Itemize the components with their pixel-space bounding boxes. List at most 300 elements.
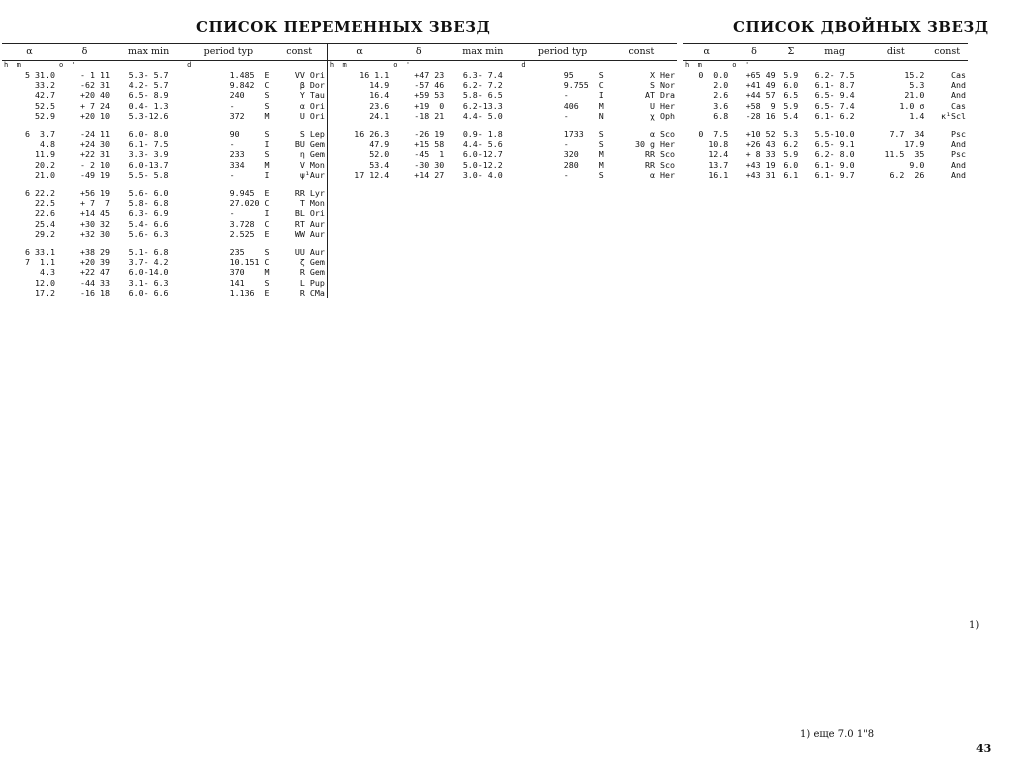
page-number: 43 xyxy=(976,742,992,755)
double-table-body xyxy=(683,70,968,180)
cell-constellation: α Her xyxy=(650,169,675,180)
cell-ra: 33.2 xyxy=(35,80,55,91)
cell-dec: -44 33 xyxy=(80,277,110,288)
cell-ra: 10.8 xyxy=(708,139,729,150)
cell-ra: 5 31.0 xyxy=(25,70,55,80)
cell-dec: +59 53 xyxy=(414,90,445,101)
cell-constellation: And xyxy=(951,90,966,101)
cell-dec: -18 21 xyxy=(414,110,445,121)
cell-period-type: 320 M xyxy=(563,149,604,160)
cell-ra: 2.6 xyxy=(713,90,729,101)
cell-period-type: 1733 S xyxy=(563,129,604,140)
cell-magnitude: 3.0- 4.0 xyxy=(462,169,503,180)
cell-constellation xyxy=(272,121,328,129)
unit-mag xyxy=(804,61,865,71)
cell-sigma: 6.2 xyxy=(783,139,799,150)
cell-magnitude: 6.3- 7.4 xyxy=(462,70,503,80)
cell-magnitude: 6.5- 8.9 xyxy=(128,90,169,101)
cell-magnitude: 6.0-12.7 xyxy=(462,149,503,160)
cell-dec xyxy=(57,121,112,129)
cell-period-type: 1.136 E xyxy=(229,287,270,298)
cell-ra: 22.6 xyxy=(35,208,55,219)
cell-ra: 23.6 xyxy=(327,101,391,111)
cell-constellation: X Her xyxy=(650,70,675,80)
cell-constellation: α Sco xyxy=(650,129,675,140)
cell-constellation: RR Sco xyxy=(645,149,675,160)
cell-dist: 6.2 26 xyxy=(889,169,925,180)
cell-sigma xyxy=(778,121,804,129)
cell-constellation: And xyxy=(951,169,966,180)
cell-period-type: 3.728 C xyxy=(229,218,270,229)
cell-constellation: U Her xyxy=(650,100,675,111)
cell-constellation: S Lep xyxy=(299,129,325,140)
cell-mag: 5.5-10.0 xyxy=(814,129,855,140)
cell-dec: -26 19 xyxy=(414,129,445,140)
cell-ra: 6.8 xyxy=(713,110,729,121)
cell-constellation: Y Tau xyxy=(299,90,325,101)
cell-dec: +22 31 xyxy=(80,149,110,160)
cell-period-type: - I xyxy=(229,208,270,219)
cell-magnitude: 5.6- 6.0 xyxy=(128,188,169,199)
table-row xyxy=(2,180,677,188)
cell-ra: 16.1 xyxy=(708,169,729,180)
table-row xyxy=(683,80,968,90)
cell-dec: -30 30 xyxy=(414,159,445,170)
table-row xyxy=(2,90,677,100)
cell-period-type: 280 M xyxy=(563,159,604,170)
cell-ra: 17 12.4 xyxy=(327,170,391,180)
table-row xyxy=(683,139,968,149)
cell-ra xyxy=(2,239,57,247)
cell-period-type: 10.151 C xyxy=(229,257,270,268)
cell-dist: 9.0 xyxy=(909,159,925,170)
cell-sigma: 6.1 xyxy=(783,169,799,180)
cell-magnitude: 5.8- 6.5 xyxy=(462,90,503,101)
table-row xyxy=(2,160,677,170)
cell-constellation: RR Sco xyxy=(645,159,675,170)
cell-period-type: 95 S xyxy=(563,70,604,80)
cell-dec: +32 30 xyxy=(80,228,110,239)
cell-constellation: V Mon xyxy=(299,159,325,170)
cell-dist: 7.7 34 xyxy=(889,129,925,140)
cell-ra: 4.8 xyxy=(40,139,55,150)
cell-period-type: - S xyxy=(563,139,604,150)
cell-ra: 53.4 xyxy=(327,160,391,170)
cell-sigma: 6.0 xyxy=(783,80,799,91)
cell-dec: + 7 7 xyxy=(80,198,110,209)
table-row xyxy=(683,111,968,121)
variable-table-header xyxy=(2,44,677,61)
cell-ra xyxy=(683,121,730,129)
cell-ra: 6 22.2 xyxy=(25,188,55,199)
cell-magnitude: 5.8- 6.8 xyxy=(128,198,169,209)
cell-constellation: R Gem xyxy=(299,267,325,278)
cell-period-type: 1.485 E xyxy=(229,70,270,80)
cell-mag: 6.2- 8.0 xyxy=(814,149,855,160)
cell-ra: 47.9 xyxy=(327,139,391,149)
cell-period-type: 9.755 C xyxy=(563,80,604,91)
cell-constellation xyxy=(926,121,968,129)
table-row xyxy=(683,149,968,159)
cell-dec: +65 49 xyxy=(745,70,776,80)
cell-constellation: BL Ori xyxy=(294,208,325,219)
cell-ra xyxy=(2,121,57,129)
table-row xyxy=(2,139,677,149)
cell-constellation: L Pup xyxy=(299,277,325,288)
cell-dist: 17.9 xyxy=(904,139,925,150)
cell-magnitude: 6.0-13.7 xyxy=(128,159,169,170)
cell-magnitude: 4.4- 5.6 xyxy=(462,139,503,150)
unit-dec: o ' xyxy=(393,61,411,69)
cell-ra: 14.9 xyxy=(327,80,391,90)
cell-ra xyxy=(327,121,391,129)
header-ra: α xyxy=(683,44,730,61)
cell-dec xyxy=(57,239,112,247)
table-row xyxy=(2,267,677,277)
cell-ra: 52.5 xyxy=(35,100,55,111)
cell-dec: +14 45 xyxy=(80,208,110,219)
cell-magnitude: 5.5- 5.8 xyxy=(128,169,169,180)
cell-sigma: 6.5 xyxy=(783,90,799,101)
cell-mag: 6.1- 9.0 xyxy=(814,159,855,170)
cell-period-type: 141 S xyxy=(229,277,270,288)
cell-constellation: η Gem xyxy=(299,149,325,160)
cell-ra: 3.6 xyxy=(713,100,729,111)
cell-dec: +20 39 xyxy=(80,257,110,268)
header-magnitude: max min xyxy=(112,44,185,61)
cell-dec: +24 30 xyxy=(80,139,110,150)
unit-dec: o ' xyxy=(732,61,750,69)
cell-dec: +56 19 xyxy=(80,188,110,199)
header-constellation: const xyxy=(272,44,328,61)
cell-ra: 29.2 xyxy=(35,228,55,239)
cell-mag: 6.1- 8.7 xyxy=(814,80,855,91)
cell-ra: 25.4 xyxy=(35,218,55,229)
cell-dec: -16 18 xyxy=(80,287,110,298)
cell-dist: 1.0 σ xyxy=(899,100,925,111)
cell-dist: 11.5 35 xyxy=(884,149,925,160)
cell-dec: +58 9 xyxy=(745,100,776,111)
cell-magnitude: 5.4- 6.6 xyxy=(128,218,169,229)
cell-period-type xyxy=(185,239,271,247)
unit-constellation xyxy=(606,61,677,71)
cell-dec: +26 43 xyxy=(745,139,776,150)
cell-period-type: - I xyxy=(229,169,270,180)
table-row xyxy=(2,219,677,229)
header-dec: δ xyxy=(730,44,777,61)
cell-dec: +44 57 xyxy=(745,90,776,101)
cell-magnitude xyxy=(446,121,519,129)
cell-dec: -45 1 xyxy=(414,149,445,160)
cell-dec: -24 11 xyxy=(80,129,110,140)
cell-dec: +19 0 xyxy=(414,100,445,111)
cell-mag: 6.1- 6.2 xyxy=(814,110,855,121)
cell-magnitude: 5.1- 6.8 xyxy=(128,247,169,258)
table-row xyxy=(2,101,677,111)
cell-mag: 6.5- 9.4 xyxy=(814,90,855,101)
table-row xyxy=(2,111,677,121)
variable-table-units xyxy=(2,61,677,71)
cell-constellation: 30 g Her xyxy=(635,139,675,150)
cell-magnitude: 0.9- 1.8 xyxy=(462,129,503,140)
cell-period-type: - I xyxy=(229,139,270,150)
cell-ra: 20.2 xyxy=(35,159,55,170)
cell-period-type: 233 S xyxy=(229,149,270,160)
unit-magnitude xyxy=(112,61,185,71)
header-period-type: period typ xyxy=(185,44,271,61)
cell-dec: +20 10 xyxy=(80,110,110,121)
cell-magnitude: 3.1- 6.3 xyxy=(128,277,169,288)
cell-period-type: 2.525 E xyxy=(229,228,270,239)
cell-period-type: - N xyxy=(563,110,604,121)
cell-dec: -62 31 xyxy=(80,80,110,91)
unit-dist xyxy=(865,61,926,71)
variable-table-body xyxy=(2,70,677,298)
unit-period-type: d xyxy=(187,61,192,69)
cell-magnitude: 6.0- 6.6 xyxy=(128,287,169,298)
table-row xyxy=(683,129,968,139)
header-sigma: Σ xyxy=(778,44,804,61)
cell-ra: 2.0 xyxy=(713,80,729,91)
footnote: 1) еще 7.0 1"8 xyxy=(800,729,875,740)
cell-magnitude xyxy=(112,180,185,188)
cell-mag: 6.2- 7.5 xyxy=(814,70,855,80)
cell-ra: 6 3.7 xyxy=(25,129,55,140)
cell-dec: -57 46 xyxy=(414,80,445,91)
cell-period-type: 90 S xyxy=(229,129,270,140)
table-row xyxy=(683,90,968,100)
cell-magnitude xyxy=(112,239,185,247)
cell-ra: 52.0 xyxy=(327,149,391,159)
cell-magnitude: 0.4- 1.3 xyxy=(128,100,169,111)
cell-constellation: RR Lyr xyxy=(294,188,325,199)
cell-period-type xyxy=(185,121,271,129)
cell-constellation: χ Oph xyxy=(650,110,675,121)
cell-magnitude: 4.2- 5.7 xyxy=(128,80,169,91)
cell-constellation: κ¹Scl xyxy=(941,110,966,121)
cell-constellation: ζ Gem xyxy=(299,257,325,268)
table-row xyxy=(683,101,968,111)
cell-period-type: - I xyxy=(563,90,604,101)
cell-constellation: R CMa xyxy=(299,287,325,298)
table-row xyxy=(683,121,968,129)
double-table-header xyxy=(683,44,968,61)
header-period-type: period typ xyxy=(519,44,605,61)
header-ra: α xyxy=(2,44,57,61)
table-row xyxy=(2,149,677,159)
cell-constellation: Cas xyxy=(951,70,966,80)
cell-sigma: 5.9 xyxy=(783,149,799,160)
cell-ra: 22.5 xyxy=(35,198,55,209)
cell-period-type: 334 M xyxy=(229,159,270,170)
variable-stars-table xyxy=(2,43,677,298)
cell-dec: +43 31 xyxy=(745,169,776,180)
cell-ra: 24.1 xyxy=(327,111,391,121)
cell-magnitude: 6.2- 7.2 xyxy=(462,80,503,91)
table-row xyxy=(2,239,677,247)
cell-constellation: RT Aur xyxy=(294,218,325,229)
cell-magnitude xyxy=(112,121,185,129)
cell-constellation: VV Ori xyxy=(294,70,325,80)
unit-ra: h m xyxy=(327,61,391,71)
cell-ra: 42.7 xyxy=(35,90,55,101)
double-stars-table xyxy=(683,43,968,180)
unit-period-type: d xyxy=(521,61,526,69)
cell-dec: +15 58 xyxy=(414,139,445,150)
cell-constellation: And xyxy=(951,80,966,91)
cell-constellation xyxy=(272,180,328,188)
cell-ra: 13.7 xyxy=(708,159,729,170)
cell-dec: +43 19 xyxy=(745,159,776,170)
cell-period-type xyxy=(519,121,605,129)
table-row xyxy=(2,278,677,288)
cell-constellation: UU Aur xyxy=(294,247,325,258)
table-row xyxy=(2,70,677,80)
unit-dec: o ' xyxy=(59,61,76,69)
cell-dist xyxy=(865,121,926,129)
table-row xyxy=(2,170,677,180)
cell-dec: -28 16 xyxy=(745,110,776,121)
cell-constellation: U Ori xyxy=(299,110,325,121)
table-row xyxy=(2,198,677,208)
cell-period-type: - S xyxy=(563,169,604,180)
header-mag: mag xyxy=(804,44,865,61)
cell-dec: +30 32 xyxy=(80,218,110,229)
cell-dist: 5.3 xyxy=(909,80,925,91)
table-row xyxy=(2,229,677,239)
cell-magnitude: 6.0-14.0 xyxy=(128,267,169,278)
cell-magnitude: 6.3- 6.9 xyxy=(128,208,169,219)
cell-magnitude: 5.3-12.6 xyxy=(128,110,169,121)
cell-dec: +10 52 xyxy=(745,129,776,140)
unit-constellation xyxy=(926,61,968,71)
cell-dec: +38 29 xyxy=(80,247,110,258)
cell-ra: 7 1.1 xyxy=(25,257,55,268)
header-dec: δ xyxy=(57,44,112,61)
cell-dec: + 8 33 xyxy=(745,149,776,160)
double-table-units xyxy=(683,61,968,71)
cell-sigma: 5.3 xyxy=(783,129,799,140)
cell-mag: 6.5- 9.1 xyxy=(814,139,855,150)
unit-constellation xyxy=(272,61,328,71)
cell-constellation: And xyxy=(951,139,966,150)
cell-dec: - 2 10 xyxy=(80,159,110,170)
cell-ra: 21.0 xyxy=(35,169,55,180)
cell-period-type: 9.842 C xyxy=(229,80,270,91)
cell-constellation: AT Dra xyxy=(645,90,675,101)
cell-constellation: Cas xyxy=(951,100,966,111)
cell-period-type: 240 S xyxy=(229,90,270,101)
header-ra: α xyxy=(327,44,391,61)
cell-period-type: 372 M xyxy=(229,110,270,121)
header-dec: δ xyxy=(391,44,446,61)
cell-sigma: 5.9 xyxy=(783,100,799,111)
unit-ra: h m xyxy=(4,61,21,69)
cell-mag: 6.5- 7.4 xyxy=(814,100,855,111)
table-row xyxy=(2,80,677,90)
cell-constellation xyxy=(606,121,677,129)
cell-constellation: α Ori xyxy=(299,100,325,111)
header-constellation: const xyxy=(926,44,968,61)
table-row xyxy=(2,257,677,267)
cell-constellation: BU Gem xyxy=(294,139,325,150)
cell-dec xyxy=(57,180,112,188)
cell-mag xyxy=(804,121,865,129)
cell-ra: 12.0 xyxy=(35,277,55,288)
table-row xyxy=(2,208,677,218)
unit-magnitude xyxy=(446,61,519,71)
cell-ra: 0 0.0 xyxy=(698,70,729,80)
cell-constellation: S Nor xyxy=(650,80,675,91)
cell-constellation: ψ¹Aur xyxy=(299,169,325,180)
cell-dist: 21.0 xyxy=(904,90,925,101)
cell-ra: 11.9 xyxy=(35,149,55,160)
cell-dec: +22 47 xyxy=(80,267,110,278)
cell-dec: +41 49 xyxy=(745,80,776,91)
cell-ra: 16 26.3 xyxy=(327,129,391,139)
header-magnitude: max min xyxy=(446,44,519,61)
cell-period-type: - S xyxy=(229,100,270,111)
side-footnote-marker: 1) xyxy=(969,620,980,631)
cell-constellation: WW Aur xyxy=(294,228,325,239)
table-row xyxy=(683,170,968,180)
unit-ra: h m xyxy=(685,61,702,69)
cell-mag: 6.1- 9.7 xyxy=(814,169,855,180)
cell-sigma: 6.0 xyxy=(783,159,799,170)
cell-ra: 12.4 xyxy=(708,149,729,160)
cell-dec: -49 19 xyxy=(80,169,110,180)
cell-sigma: 5.4 xyxy=(783,110,799,121)
unit-sigma xyxy=(778,61,804,71)
header-constellation: const xyxy=(606,44,677,61)
cell-magnitude: 3.7- 4.2 xyxy=(128,257,169,268)
cell-dec: +47 23 xyxy=(414,70,445,80)
cell-constellation: Psc xyxy=(951,149,966,160)
cell-ra xyxy=(2,180,57,188)
cell-constellation: Psc xyxy=(951,129,966,140)
cell-period-type: 9.945 E xyxy=(229,188,270,199)
cell-magnitude: 4.4- 5.0 xyxy=(462,110,503,121)
table-row xyxy=(683,70,968,80)
cell-ra: 17.2 xyxy=(35,287,55,298)
cell-magnitude: 6.1- 7.5 xyxy=(128,139,169,150)
cell-dec xyxy=(730,121,777,129)
cell-dist: 15.2 xyxy=(904,70,925,80)
cell-magnitude: 5.3- 5.7 xyxy=(128,70,169,80)
cell-period-type xyxy=(185,180,271,188)
cell-magnitude: 5.0-12.2 xyxy=(462,159,503,170)
cell-magnitude: 3.3- 3.9 xyxy=(128,149,169,160)
cell-ra: 6 33.1 xyxy=(25,247,55,258)
cell-ra: 52.9 xyxy=(35,110,55,121)
cell-constellation: And xyxy=(951,159,966,170)
cell-constellation: β Dor xyxy=(299,80,325,91)
cell-ra: 16.4 xyxy=(327,90,391,100)
cell-ra: 4.3 xyxy=(40,267,55,278)
cell-magnitude: 6.2-13.3 xyxy=(462,100,503,111)
cell-magnitude: 5.6- 6.3 xyxy=(128,228,169,239)
cell-dec: + 7 24 xyxy=(80,100,110,111)
table-row xyxy=(2,247,677,257)
cell-ra: 0 7.5 xyxy=(698,129,729,140)
table-row xyxy=(2,188,677,198)
cell-dec xyxy=(391,121,446,129)
table-row xyxy=(2,288,677,298)
cell-ra: 16 1.1 xyxy=(327,70,391,80)
cell-magnitude: 6.0- 8.0 xyxy=(128,129,169,140)
cell-dec: +20 40 xyxy=(80,90,110,101)
cell-period-type: 27.020 C xyxy=(229,198,270,209)
